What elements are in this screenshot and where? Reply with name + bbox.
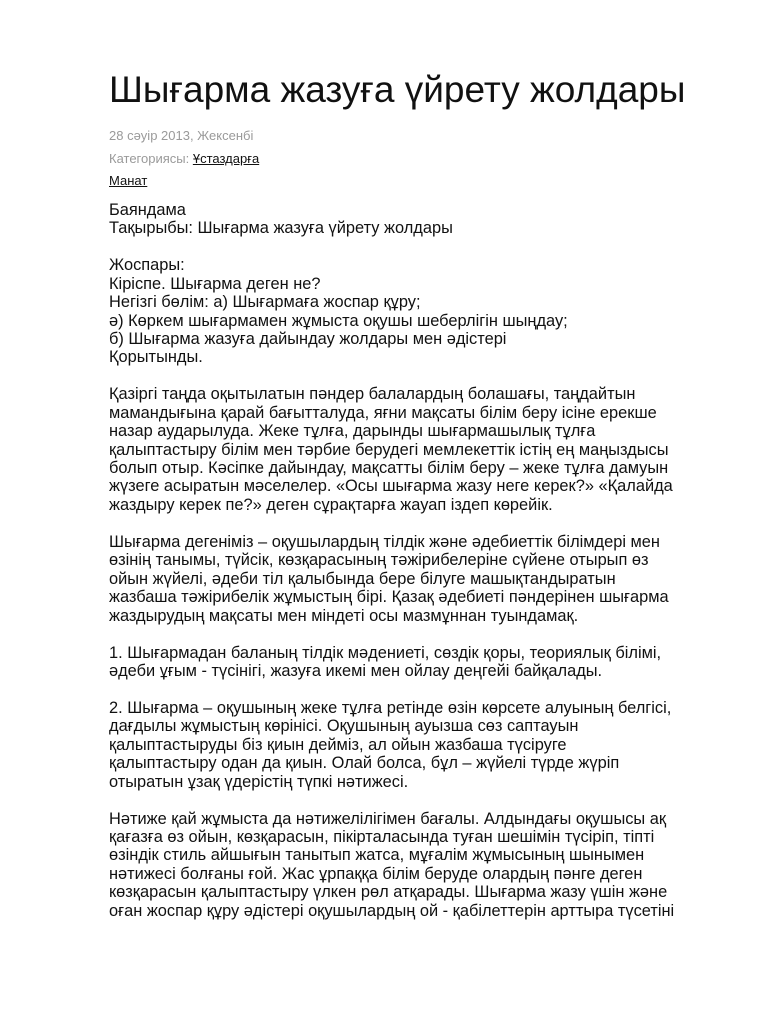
text-line: оған жоспар құру әдістері оқушылардың ой - қабілеттерін арттыра түсетіні (109, 901, 675, 920)
text-line: Кіріспе. Шығарма деген не? (109, 274, 321, 293)
text-line: Негізгі бөлім: а) Шығармаға жоспар құру; (109, 293, 421, 312)
article-date: 28 сәуір 2013, Жексенбі (109, 128, 254, 143)
text-line: мамандығына қарай бағытталуда, яғни мақсаты білім беру ісіне ерекше (109, 403, 657, 422)
text-line: қағазға өз ойын, көзқарасын, пікірталасында туған шешімін түсіріп, тіпті (109, 827, 655, 846)
text-line: Тақырыбы: Шығарма жазуға үйрету жолдары (109, 219, 453, 238)
paragraph-body (109, 385, 719, 514)
paragraph-body (109, 699, 719, 791)
text-line: жаздырудың мақсаты мен міндеті осы мазмұннан туындамақ. (109, 606, 579, 625)
article-title: Шығарма жазуға үйрету жолдары (109, 69, 686, 110)
paragraph-intro (109, 201, 719, 238)
text-line: өзіндік стиль айшығын танытып жатса, мұғалім жұмысының шынымен (109, 846, 645, 865)
text-line: Нәтиже қай жұмыста да нәтижелілігімен бағалы. Алдындағы оқушысы ақ (109, 809, 667, 828)
paragraph-body (109, 644, 719, 681)
author-link[interactable]: Манат (109, 173, 148, 188)
text-line: отыратын ұзақ үдерістің түпкі нәтижесі. (109, 772, 409, 791)
article-category (109, 150, 259, 168)
text-line: дағдылы жұмыстың көрінісі. Оқушының ауызша сөз саптауын (109, 717, 579, 736)
text-line: көзқарасын қалыптастыру үлкен рөл атқарады. Шығарма жазу үшін және (109, 883, 668, 902)
text-line: Баяндама (109, 201, 186, 219)
article-body (109, 201, 719, 939)
text-line: ойын жүйелі, әдеби тіл қалыбында бере білуге машықтандыратын (109, 569, 616, 588)
text-line: қалыптастыру одан да қиын. Олай болса, бұл – жүйелі түрде жүріп (109, 754, 620, 773)
text-line: Шығарма дегеніміз – оқушылардың тілдік және әдебиеттік білімдері мен (109, 532, 660, 551)
text-line: жүзеге асыратын мәселелер. «Осы шығарма жазу неге керек?» «Қалайда (109, 477, 673, 496)
text-line: әдеби ұғым - түсінігі, жазуға икемі мен ойлау деңгейі байқалады. (109, 661, 603, 680)
category-label: Категориясы: (109, 151, 190, 166)
text-line: жаздыру керек пе?» деген сұрақтарға жауап іздеп көрейік. (109, 495, 553, 514)
text-line: Қорытынды. (109, 348, 203, 367)
text-line: қалыптастыру білім мен тәрбие берудегі мемлекеттік істің ең маңыздысы (109, 440, 669, 459)
text-line: 2. Шығарма – оқушының жеке тұлға ретінде өзін көрсете алуының белгісі, (109, 698, 672, 717)
text-line: Қазіргі таңда оқытылатын пәндер балалардың болашағы, таңдайтын (109, 385, 636, 404)
text-line: нәтижесі болғаны ғой. Жас ұрпаққа білім беруде олардың пәнге деген (109, 864, 643, 883)
text-line: назар аударылуда. Жеке тұлға, дарынды шығармашылық тұлға (109, 422, 596, 441)
paragraph-plan (109, 256, 719, 366)
text-line: ә) Көркем шығармамен жұмыста оқушы шеберлігін шыңдау; (109, 311, 568, 330)
text-line: өзінің танымы, түйсік, көзқарасының тәжірибелеріне сүйене отырып өз (109, 551, 649, 570)
text-line: қалыптастыруды біз қиын дейміз, ал ойын жазбаша түсіруге (109, 735, 567, 754)
text-line: Жоспары: (109, 256, 185, 275)
category-link[interactable]: Ұстаздарға (192, 151, 260, 166)
article-author (109, 172, 147, 190)
text-line: болып отыр. Кәсіпке дайындау, мақсатты білім беру – жеке тұлға дамуын (109, 459, 669, 478)
paragraph-body (109, 533, 719, 625)
text-line: 1. Шығармадан баланың тілдік мәдениеті, сөздік қоры, теориялық білімі, (109, 643, 662, 662)
text-line: б) Шығарма жазуға дайындау жолдары мен әдістері (109, 330, 507, 349)
text-line: жазбаша тәжірибелік жұмыстың бірі. Қазақ әдебиеті пәндерінен шығарма (109, 588, 669, 607)
paragraph-body (109, 810, 719, 920)
